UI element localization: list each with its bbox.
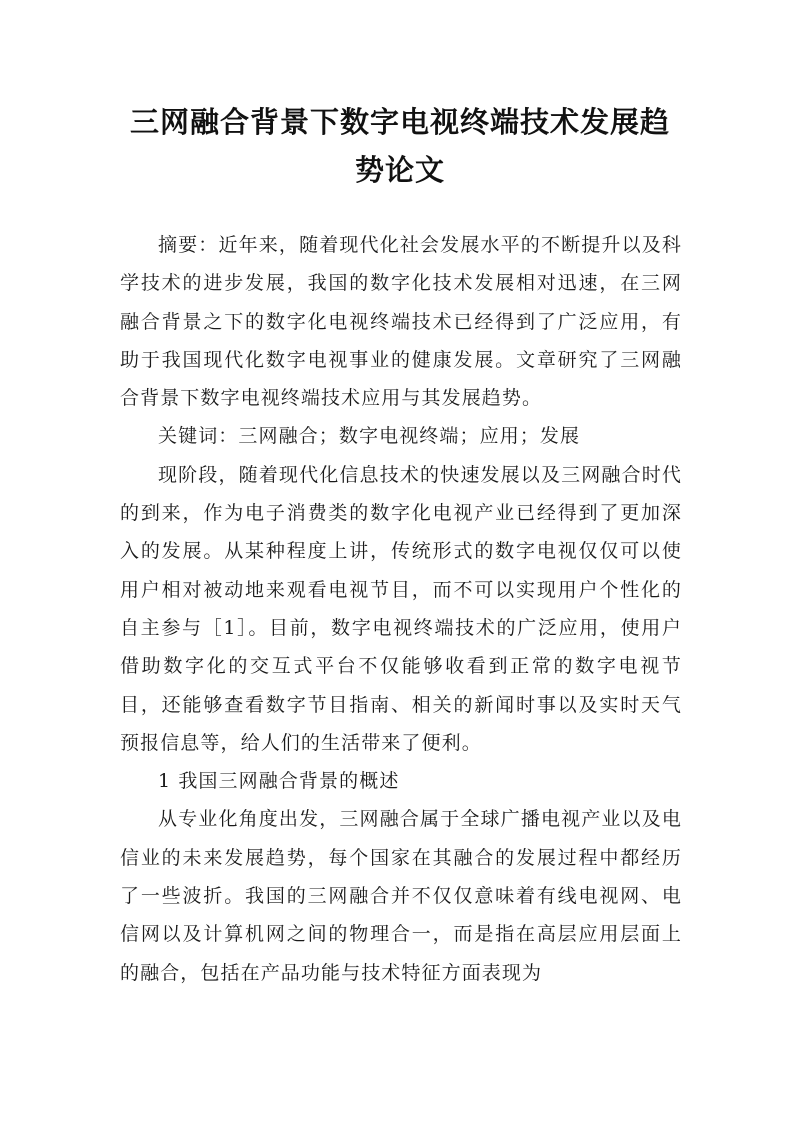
title-line-1: 三网融合背景下数字电视终端技术发展趋 [129,105,670,139]
document-title [100,98,700,194]
section-1-heading: 1 我国三网融合背景的概述 [158,770,400,793]
document-body [120,226,682,992]
section-1-paragraph: 从专业化角度出发，三网融合属于全球广播电视产业以及电信业的未来发展趋势，每个国家在其融合的发展过程中都经历了一些波折。我国的三网融合并不仅仅意味着有线电视网、电信网以及计算机网之间的物理合一，而是指在高层应用层面上的融合，包括在产品功能与技术特征方面表现为 [120,808,682,984]
title-line-2: 势论文 [354,153,445,187]
intro-paragraph: 现阶段，随着现代化信息技术的快速发展以及三网融合时代的到来，作为电子消费类的数字化电视产业已经得到了更加深入的发展。从某种程度上讲，传统形式的数字电视仅仅可以使用户相对被动地来观看电视节目，而不可以实现用户个性化的自主参与［1］。目前，数字电视终端技术的广泛应用，使用户借助数字化的交互式平台不仅能够收看到正常的数字电视节目，还能够查看数字节目指南、相关的新闻时事以及实时天气预报信息等，给人们的生活带来了便利。 [120,463,682,754]
keywords-paragraph: 关键词：三网融合；数字电视终端；应用；发展 [158,425,581,448]
abstract-paragraph: 摘要：近年来，随着现代化社会发展水平的不断提升以及科学技术的进步发展，我国的数字化技术发展相对迅速，在三网融合背景之下的数字化电视终端技术已经得到了广泛应用，有助于我国现代化数字电视事业的健康发展。文章研究了三网融合背景下数字电视终端技术应用与其发展趋势。 [120,234,682,410]
